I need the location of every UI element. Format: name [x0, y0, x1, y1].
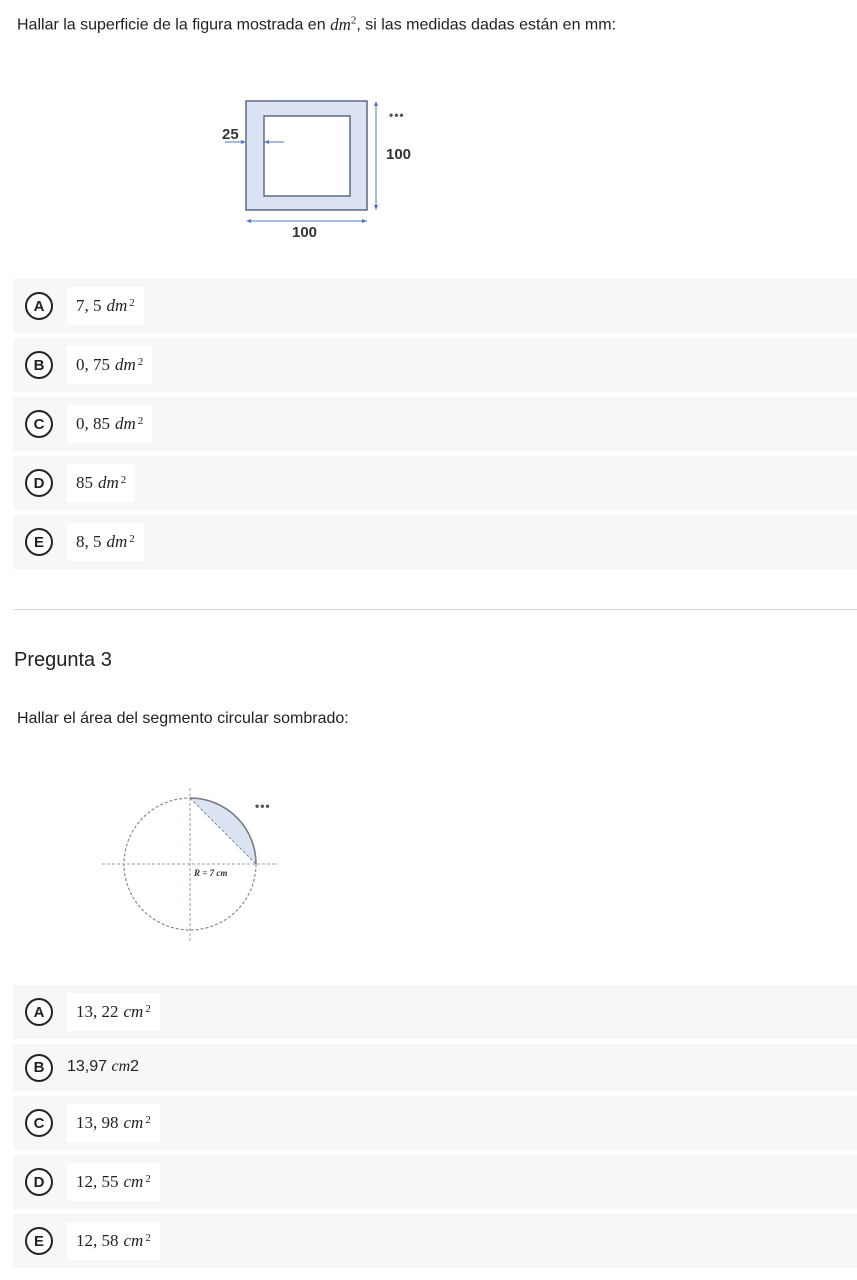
answer-value: 12, 55 cm $^2$ [67, 1163, 160, 1201]
question-3-title: Pregunta 3 [14, 649, 112, 671]
answer-value: 12, 58 cm $^2$ [67, 1222, 160, 1260]
more-options-icon[interactable]: ••• [255, 799, 271, 813]
arrow-head [374, 205, 378, 210]
prompt-text-end: , si las medidas dadas están en mm: [356, 16, 617, 34]
arrow-head [374, 101, 378, 106]
option-c[interactable] [13, 397, 857, 451]
inner-square [264, 116, 350, 196]
option-letter-a[interactable]: A [25, 998, 53, 1026]
radius-label: R = 7 cm [194, 868, 228, 878]
answer-value: 0, 75 dm $^2$ [67, 346, 152, 384]
answer-value: 13, 22 cm $^2$ [67, 993, 160, 1031]
option-a[interactable] [13, 279, 857, 333]
option-letter-e[interactable]: E [25, 1227, 53, 1255]
answer-value: 7, 5 dm $^2$ [67, 287, 144, 325]
label-25: 25 [222, 126, 239, 143]
circular-segment-figure [100, 785, 285, 947]
option-letter-c[interactable]: C [25, 1109, 53, 1137]
answer-value: 13,97 cm2 [67, 1057, 140, 1075]
more-options-icon[interactable]: ••• [389, 108, 405, 122]
option-letter-a[interactable]: A [25, 292, 53, 320]
option-letter-d[interactable]: D [25, 1168, 53, 1196]
option-letter-c[interactable]: C [25, 410, 53, 438]
prompt-text: Hallar la superficie de la figura mostrada en [17, 16, 326, 34]
answer-value: 13, 98 cm $^2$ [67, 1104, 160, 1142]
question-3-prompt: Hallar el área del segmento circular sombrado: [17, 710, 349, 727]
question-2-options [13, 279, 857, 574]
option-e[interactable] [13, 1214, 857, 1268]
square-frame-figure [215, 92, 425, 247]
option-a[interactable] [13, 985, 857, 1039]
option-b[interactable] [13, 1044, 857, 1091]
option-letter-b[interactable]: B [25, 1054, 53, 1082]
arrow-head [362, 219, 367, 223]
option-letter-e[interactable]: E [25, 528, 53, 556]
prompt-unit: $dm^2$ [330, 14, 357, 34]
answer-value: 8, 5 dm $^2$ [67, 523, 144, 561]
option-letter-d[interactable]: D [25, 469, 53, 497]
option-d[interactable] [13, 1155, 857, 1209]
question-2-prompt [17, 14, 616, 35]
section-divider [13, 609, 857, 610]
option-d[interactable] [13, 456, 857, 510]
option-e[interactable] [13, 515, 857, 569]
option-b[interactable] [13, 338, 857, 392]
label-height: 100 [386, 146, 412, 163]
option-letter-b[interactable]: B [25, 351, 53, 379]
arrow-head [246, 219, 251, 223]
answer-value: 0, 85 dm $^2$ [67, 405, 152, 443]
label-width: 100 [292, 224, 318, 241]
option-c[interactable] [13, 1096, 857, 1150]
question-3-options [13, 985, 857, 1273]
answer-value: 85 dm $^2$ [67, 464, 135, 502]
